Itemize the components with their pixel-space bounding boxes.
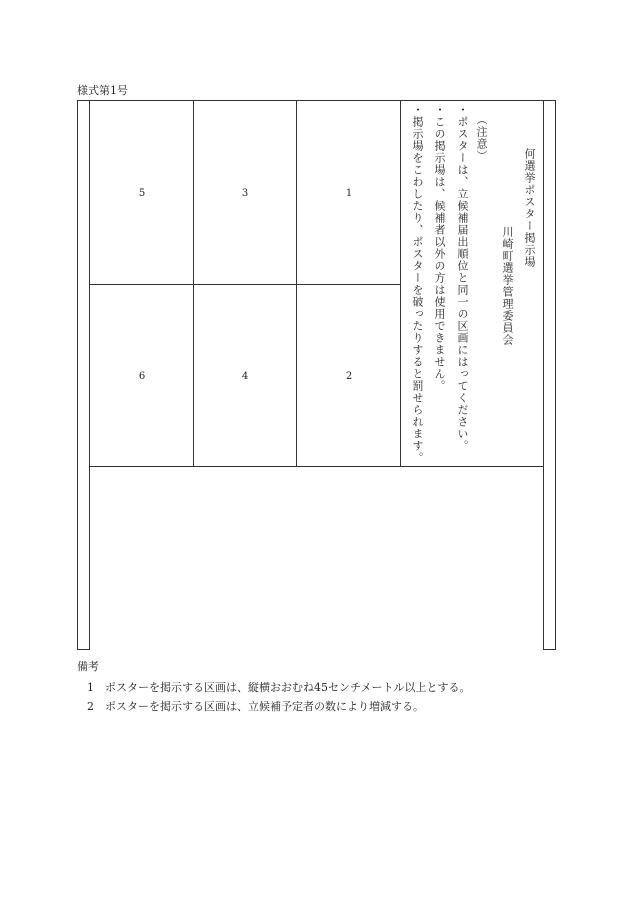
note-item-2 (87, 700, 424, 714)
caution-heading: （注意） (475, 114, 488, 162)
poster-slot-4: 4 (241, 371, 249, 382)
note-text: ポスターを掲示する区画は、立候補予定者の数により増減する。 (105, 700, 424, 713)
poster-slot-1: 1 (345, 188, 353, 199)
poster-slot-6: 6 (138, 371, 146, 382)
notes-heading: 備考 (77, 660, 99, 673)
caution-line-3: ・掲示場をこわしたり、ポスターを破ったりすると罰せられます。 (411, 104, 424, 464)
note-number: 2 (87, 700, 94, 713)
note-text: ポスターを掲示する区画は、縦横おおむね45センチメートル以上とする。 (105, 681, 471, 694)
right-post (543, 100, 556, 650)
caution-line-2: ・この掲示場は、候補者以外の方は使用できません。 (433, 104, 446, 392)
grid-divider (90, 284, 400, 285)
poster-slot-5: 5 (138, 188, 146, 199)
note-number: 1 (87, 681, 94, 694)
caution-line-1: ・ポスターは、立候補届出順位と同一の区画にはってください。 (456, 104, 469, 452)
note-item-1 (87, 681, 471, 695)
board-title: 何選挙ポスター掲示場 (523, 148, 536, 268)
left-post (77, 100, 90, 650)
board-owner: 川崎町選挙管理委員会 (501, 226, 514, 346)
form-number-label: 様式第1号 (77, 84, 128, 97)
poster-slot-3: 3 (241, 188, 249, 199)
grid-divider (400, 100, 401, 467)
poster-slot-2: 2 (345, 371, 353, 382)
